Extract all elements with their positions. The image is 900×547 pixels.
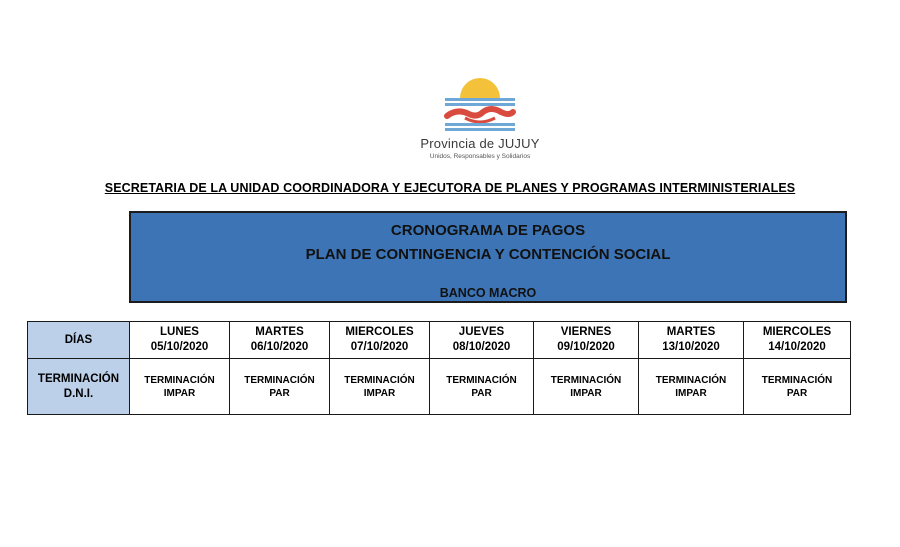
day-cell: [639, 322, 744, 359]
logo-name: Provincia de JUJUY: [420, 136, 540, 151]
day-cell: [330, 322, 430, 359]
dni-label: D.N.I.: [63, 387, 94, 400]
terminacion-row: [28, 359, 851, 415]
day-cell: [130, 322, 230, 359]
terminacion-text: TERMINACIÓN: [344, 374, 415, 386]
day-name: MIERCOLES: [345, 326, 414, 339]
terminacion-text: TERMINACIÓN: [761, 374, 833, 386]
day-cell: [744, 322, 851, 359]
day-cell: [430, 322, 534, 359]
parity-text: PAR: [786, 387, 808, 399]
terminacion-cell: [130, 359, 230, 415]
terminacion-text: TERMINACIÓN: [550, 374, 622, 386]
parity-text: IMPAR: [163, 387, 196, 399]
day-name: LUNES: [160, 326, 199, 339]
day-date: 14/10/2020: [768, 341, 826, 353]
day-date: 07/10/2020: [350, 341, 409, 353]
day-date: 06/10/2020: [250, 341, 309, 353]
terminacion-header: [28, 359, 130, 415]
terminacion-label: TERMINACIÓN: [37, 372, 120, 385]
banner-bank: BANCO MACRO: [439, 286, 537, 300]
days-row: [28, 322, 851, 359]
terminacion-text: TERMINACIÓN: [144, 374, 215, 386]
logo-emblem-icon: [435, 78, 525, 136]
secretaria-heading: SECRETARIA DE LA UNIDAD COORDINADORA Y EJECUTORA DE PLANES Y PROGRAMAS INTERMINISTERIALES: [104, 181, 796, 195]
banner-subtitle: PLAN DE CONTINGENCIA Y CONTENCIÓN SOCIAL: [305, 246, 671, 263]
day-name: VIERNES: [560, 326, 612, 339]
payment-schedule-table: [27, 321, 851, 415]
parity-text: IMPAR: [363, 387, 396, 399]
provincia-logo: [415, 78, 555, 168]
banner-title: CRONOGRAMA DE PAGOS: [390, 222, 586, 239]
parity-text: PAR: [269, 387, 290, 399]
day-name: MARTES: [255, 326, 304, 339]
terminacion-cell: [744, 359, 851, 415]
day-date: 08/10/2020: [452, 341, 511, 353]
terminacion-cell: [534, 359, 639, 415]
terminacion-text: TERMINACIÓN: [446, 374, 517, 386]
parity-text: IMPAR: [675, 387, 707, 399]
terminacion-text: TERMINACIÓN: [244, 374, 315, 386]
terminacion-cell: [230, 359, 330, 415]
day-name: MARTES: [666, 326, 716, 339]
day-date: 05/10/2020: [150, 341, 209, 353]
day-name: JUEVES: [458, 326, 505, 339]
day-date: 13/10/2020: [662, 341, 720, 353]
parity-text: IMPAR: [570, 387, 602, 399]
title-banner: [129, 211, 847, 303]
day-name: MIERCOLES: [762, 326, 832, 339]
day-cell: [534, 322, 639, 359]
day-cell: [230, 322, 330, 359]
dias-header: DÍAS: [28, 322, 130, 359]
terminacion-cell: [639, 359, 744, 415]
terminacion-cell: [430, 359, 534, 415]
parity-text: PAR: [471, 387, 492, 399]
terminacion-text: TERMINACIÓN: [655, 374, 727, 386]
logo-tagline: Unidos, Responsables y Solidarios: [429, 153, 531, 160]
terminacion-cell: [330, 359, 430, 415]
day-date: 09/10/2020: [557, 341, 615, 353]
